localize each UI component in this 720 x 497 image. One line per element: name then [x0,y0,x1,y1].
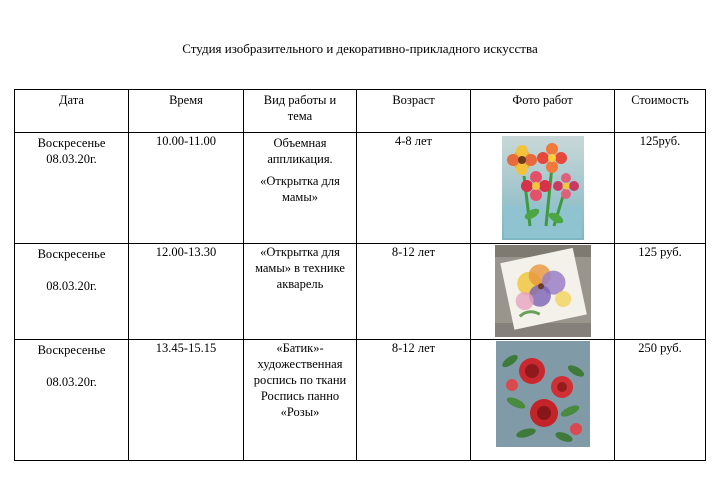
date-label: 08.03.20г. [46,279,97,293]
time-cell: 13.45-15.15 [129,340,244,461]
day-label: Воскресенье [37,247,106,261]
date-cell [15,133,129,244]
paper-flowers-card-photo [502,136,584,240]
age-cell: 8-12 лет [357,340,471,461]
page-title: Студия изобразительного и декоративно-прикладного искусства [182,41,538,56]
price-cell: 125 руб. [615,244,706,340]
table-row [15,133,706,244]
work-line: художественная [257,357,343,371]
work-line: Объемная [273,136,327,150]
time-cell: 10.00-11.00 [129,133,244,244]
header-work-type-line2: тема [287,109,313,123]
header-age: Возраст [357,90,471,133]
photo-cell [471,340,615,461]
header-work-type-line1: Вид работы и [263,93,337,107]
time-cell: 12.00-13.30 [129,244,244,340]
work-line: акварель [276,277,324,291]
work-line: аппликация. [267,152,333,166]
work-line: «Открытка для [260,174,340,188]
work-line: мамы» [282,190,318,204]
table-row [15,244,706,340]
photo-cell [471,133,615,244]
header-work-type [244,90,357,133]
price-cell: 125руб. [615,133,706,244]
work-type-cell [244,244,357,340]
date-label: 08.03.20г. [46,152,97,166]
header-price: Стоимость [615,90,706,133]
work-type-cell [244,340,357,461]
age-cell: 8-12 лет [357,244,471,340]
table-row [15,340,706,461]
work-line: Роспись панно [260,389,340,403]
work-line: мамы» в технике [255,261,345,275]
date-cell [15,244,129,340]
work-line: «Батик»- [276,341,324,355]
work-line: «Открытка для [260,245,340,259]
work-line: «Розы» [280,405,320,419]
header-photo: Фото работ [471,90,615,133]
watercolor-pansies-card-photo [495,245,591,337]
day-label: Воскресенье [37,136,106,150]
age-cell: 4-8 лет [357,133,471,244]
header-time: Время [129,90,244,133]
photo-cell [471,244,615,340]
price-cell: 250 руб. [615,340,706,461]
header-date: Дата [15,90,129,133]
work-line: роспись по ткани [253,373,347,387]
day-label: Воскресенье [37,343,106,357]
work-type-cell [244,133,357,244]
table-header-row [15,90,706,133]
schedule-table [14,89,706,461]
date-cell [15,340,129,461]
date-label: 08.03.20г. [46,375,97,389]
batik-roses-panel-photo [496,341,590,447]
